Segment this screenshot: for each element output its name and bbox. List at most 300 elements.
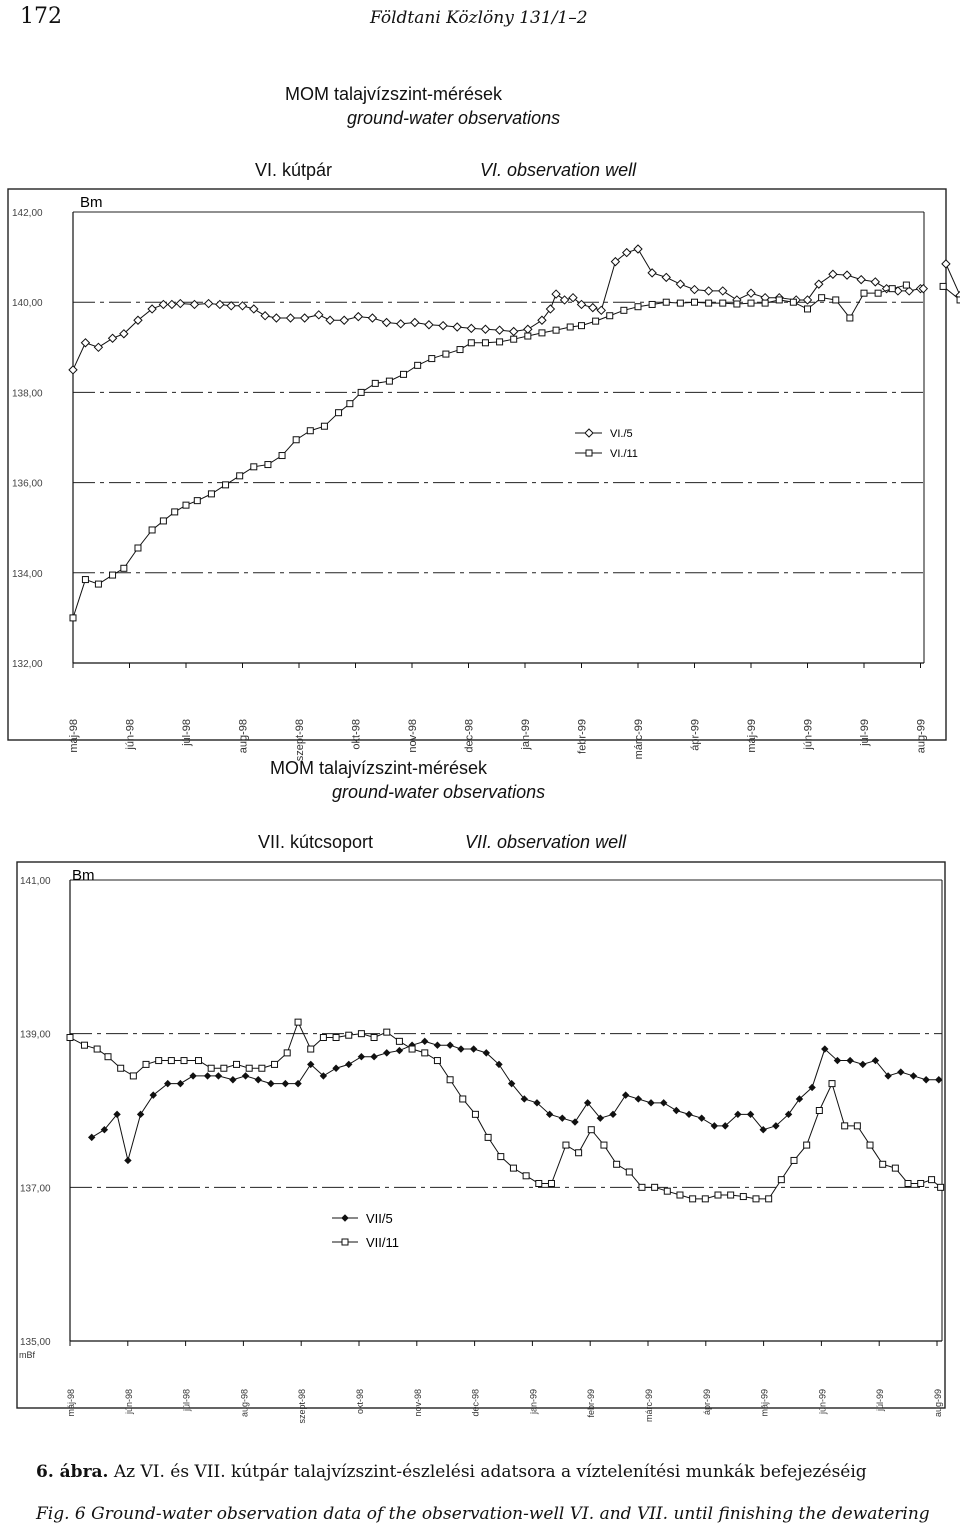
data-point [525, 333, 531, 339]
data-point [720, 300, 726, 306]
data-point [875, 290, 881, 296]
data-point [125, 1157, 131, 1163]
data-point [635, 1096, 641, 1102]
data-point [711, 1123, 717, 1129]
data-point [307, 428, 313, 434]
data-point [842, 1123, 848, 1129]
data-point [246, 1065, 252, 1071]
data-point [898, 1069, 904, 1075]
data-point [82, 577, 88, 583]
data-point [336, 410, 342, 416]
x-tick-label: aug-98 [237, 719, 250, 754]
data-point [923, 1077, 929, 1083]
data-point [434, 1058, 440, 1064]
data-point [251, 464, 257, 470]
data-point [524, 325, 532, 333]
chart1-frame [8, 189, 946, 740]
data-point [230, 1077, 236, 1083]
data-point [692, 299, 698, 305]
data-point [776, 297, 782, 303]
data-point [371, 1035, 377, 1041]
data-point [561, 296, 569, 304]
data-point [205, 1073, 211, 1079]
data-point [747, 289, 755, 297]
data-point [168, 300, 176, 308]
data-point [196, 1058, 202, 1064]
data-point [766, 1196, 772, 1202]
data-point [194, 498, 200, 504]
data-point [705, 287, 713, 295]
x-tick-label: febr-99 [586, 1389, 597, 1418]
data-point [183, 502, 189, 508]
y-tick-label: 132,00 [12, 659, 43, 670]
data-point [272, 314, 280, 322]
data-point [69, 366, 77, 374]
data-point [346, 1032, 352, 1038]
x-tick-label: máj-98 [68, 719, 80, 753]
data-point [662, 273, 670, 281]
figure-caption-hu-label: 6. ábra. [36, 1462, 109, 1482]
data-point [559, 1115, 565, 1121]
data-point [635, 304, 641, 310]
series-line [92, 1041, 939, 1160]
y-tick-label: 142,00 [12, 208, 43, 219]
data-point [176, 300, 184, 308]
figure-caption-en [36, 1504, 930, 1524]
data-point [221, 1065, 227, 1071]
x-tick-label: nov-98 [407, 719, 419, 753]
data-point [536, 1180, 542, 1186]
x-tick-label: márc-99 [644, 1389, 654, 1423]
data-point [843, 271, 851, 279]
figure-caption-hu [36, 1462, 867, 1482]
x-tick-label: dec-98 [470, 1389, 481, 1417]
data-point [648, 1100, 654, 1106]
x-tick-label: aug-99 [915, 719, 928, 754]
data-point [677, 1192, 683, 1198]
data-point [89, 1134, 95, 1140]
y-tick-label: 135,00 [20, 1337, 51, 1348]
data-point [308, 1046, 314, 1052]
chart2-legend-vii5: VII/5 [366, 1211, 393, 1226]
data-point [205, 300, 213, 308]
chart2-frame [17, 862, 945, 1408]
data-point [383, 318, 391, 326]
data-point [938, 1184, 944, 1190]
data-point [790, 299, 796, 305]
x-tick-label: okt-98 [355, 1389, 365, 1415]
x-tick-label: jún-98 [123, 1389, 134, 1415]
data-point [70, 615, 76, 621]
data-point [168, 1058, 174, 1064]
data-point [250, 305, 258, 313]
data-point [686, 1111, 692, 1117]
data-point [734, 301, 740, 307]
data-point [816, 1108, 822, 1114]
data-point [149, 527, 155, 533]
data-point [259, 1065, 265, 1071]
data-point [295, 1081, 301, 1087]
data-point [396, 1038, 402, 1044]
x-tick-label: jan-99 [528, 1389, 539, 1415]
x-tick-label: ápr-99 [701, 1389, 712, 1416]
chart-vi-observation-well [0, 185, 960, 762]
data-point [208, 491, 214, 497]
data-point [857, 276, 865, 284]
data-point [384, 1029, 390, 1035]
data-point [190, 300, 198, 308]
data-point [815, 280, 823, 288]
data-point [190, 1073, 196, 1079]
data-point [498, 1154, 504, 1160]
chart2-title-hu: MOM talajvízszint-mérések [270, 758, 488, 778]
chart1-subtitle-hu: VI. kútpár [255, 160, 333, 180]
data-point [265, 462, 271, 468]
y-tick-label: 138,00 [12, 388, 43, 400]
data-point [719, 287, 727, 295]
data-point [109, 334, 117, 342]
data-point [677, 300, 683, 306]
series-line [73, 249, 923, 370]
chart2-y-unit: mBf [19, 1350, 36, 1360]
data-point [728, 1192, 734, 1198]
data-point [95, 581, 101, 587]
data-point [118, 1065, 124, 1071]
x-tick-label: szept-98 [297, 1389, 308, 1424]
data-point [663, 299, 669, 305]
data-point [691, 286, 699, 294]
data-point [511, 336, 517, 342]
chart1-ylabel: Bm [80, 194, 103, 211]
data-point [110, 572, 116, 578]
data-point [623, 1092, 629, 1098]
data-point [135, 545, 141, 551]
figure-caption-hu-text: Az VI. és VII. kútpár talajvízszint-észlelési adatsora a víztelenítési munkák befejezéséig [108, 1462, 867, 1482]
data-point [854, 1123, 860, 1129]
y-tick-label: 137,00 [20, 1183, 51, 1195]
data-point [715, 1192, 721, 1198]
data-point [429, 356, 435, 362]
chart2-legend [332, 1211, 399, 1250]
data-point [614, 1161, 620, 1167]
data-point [889, 286, 895, 292]
data-point [548, 1180, 554, 1186]
page-number: 172 [20, 4, 62, 29]
x-tick-label: máj-99 [746, 719, 758, 753]
x-tick-label: aug-99 [933, 1389, 943, 1418]
chart2-subtitle-hu: VII. kútcsoport [258, 832, 374, 852]
data-point [860, 1061, 866, 1067]
chart1-legend [575, 428, 638, 460]
data-point [409, 1046, 415, 1052]
x-tick-label: szept-98 [294, 719, 306, 762]
x-tick-label: jan-99 [520, 719, 532, 750]
data-point [94, 1046, 100, 1052]
data-point [481, 325, 489, 333]
data-point [546, 305, 554, 313]
data-point [216, 300, 224, 308]
data-point [699, 1115, 705, 1121]
data-point [748, 300, 754, 306]
data-point [552, 290, 560, 298]
chart1-legend-vi5: VI./5 [610, 428, 633, 440]
x-tick-label: jún-99 [817, 1389, 828, 1415]
x-tick-label: dec-98 [463, 719, 476, 753]
data-point [496, 326, 504, 334]
data-point [172, 509, 178, 515]
chart1-subtitle-en: VI. observation well [480, 160, 637, 180]
data-point [422, 1050, 428, 1056]
data-point [471, 1046, 477, 1052]
data-point [762, 300, 768, 306]
data-point [791, 1157, 797, 1163]
data-point [942, 260, 950, 268]
chart2-subtitle-en: VII. observation well [465, 832, 627, 852]
x-tick-label: okt-98 [350, 719, 363, 750]
data-point [589, 304, 597, 312]
data-point [497, 339, 503, 345]
data-point [301, 314, 309, 322]
chart2-ylabel: Bm [72, 867, 95, 884]
data-point [572, 1119, 578, 1125]
data-point [538, 316, 546, 324]
x-tick-label: febr-99 [576, 719, 589, 754]
data-point [284, 1050, 290, 1056]
data-point [847, 315, 853, 321]
data-point [634, 245, 642, 253]
x-tick-label: júl-98 [181, 719, 193, 746]
data-point [143, 1061, 149, 1067]
data-point [626, 1169, 632, 1175]
data-point [215, 1073, 221, 1079]
data-point [223, 482, 229, 488]
data-point [579, 323, 585, 329]
data-point [447, 1042, 453, 1048]
data-point [434, 1042, 440, 1048]
chart2-title-en: ground-water observations [332, 782, 546, 802]
data-point [243, 1073, 249, 1079]
x-tick-label: júl-98 [181, 1389, 192, 1412]
data-point [368, 314, 376, 322]
data-point [593, 318, 599, 324]
data-point [673, 1108, 679, 1114]
x-tick-label: júl-99 [875, 1389, 886, 1412]
data-point [156, 1058, 162, 1064]
data-point [510, 328, 518, 336]
x-tick-label: aug-98 [239, 1389, 250, 1418]
data-point [936, 1077, 942, 1083]
data-point [706, 300, 712, 306]
y-tick-label: 140,00 [12, 298, 43, 310]
data-point [439, 322, 447, 330]
data-point [905, 1180, 911, 1186]
data-point [567, 324, 573, 330]
y-tick-label: 139,00 [20, 1029, 51, 1041]
data-point [482, 340, 488, 346]
data-point [563, 1142, 569, 1148]
data-point [81, 1042, 87, 1048]
data-point [354, 313, 362, 321]
data-point [661, 1100, 667, 1106]
data-point [315, 311, 323, 319]
chart1-title-en: ground-water observations [347, 108, 561, 128]
data-point [208, 1065, 214, 1071]
data-point [510, 1165, 516, 1171]
data-point [819, 295, 825, 301]
data-point [347, 401, 353, 407]
data-point [358, 1031, 364, 1037]
data-point [272, 1061, 278, 1067]
data-point [871, 278, 879, 286]
data-point [805, 306, 811, 312]
x-tick-label: jún-98 [124, 719, 137, 750]
data-point [340, 316, 348, 324]
data-point [227, 302, 235, 310]
data-point [422, 1038, 428, 1044]
data-point [468, 340, 474, 346]
data-point [396, 1048, 402, 1054]
data-point [467, 324, 475, 332]
x-tick-label: ápr-99 [689, 719, 702, 751]
x-tick-label: júl-99 [859, 719, 871, 746]
data-point [81, 339, 89, 347]
data-point [320, 1035, 326, 1041]
data-point [279, 453, 285, 459]
data-point [411, 318, 419, 326]
x-tick-label: nov-98 [412, 1389, 423, 1417]
data-point [268, 1081, 274, 1087]
series-line [70, 1022, 941, 1199]
x-tick-label: máj-99 [759, 1389, 770, 1417]
data-point [358, 1054, 364, 1060]
chart1-title-hu: MOM talajvízszint-mérések [285, 84, 503, 104]
journal-title: Földtani Közlöny 131/1–2 [370, 8, 588, 28]
data-point [861, 290, 867, 296]
data-point [261, 312, 269, 320]
data-point [358, 389, 364, 395]
data-point [372, 380, 378, 386]
data-point [847, 1058, 853, 1064]
data-point [371, 1054, 377, 1060]
chart2-legend-vii11: VII/11 [366, 1235, 400, 1250]
data-point [458, 1046, 464, 1052]
data-point [401, 371, 407, 377]
data-point [453, 323, 461, 331]
data-point [601, 1142, 607, 1148]
data-point [621, 307, 627, 313]
data-point [553, 327, 559, 333]
data-point [576, 1150, 582, 1156]
data-point [234, 1061, 240, 1067]
x-tick-label: márc-99 [633, 719, 645, 760]
data-point [523, 1173, 529, 1179]
data-point [485, 1134, 491, 1140]
data-point [94, 343, 102, 351]
data-point [159, 300, 167, 308]
y-tick-label: 141,00 [20, 876, 51, 887]
data-point [639, 1184, 645, 1190]
data-point [282, 1081, 288, 1087]
data-point [460, 1096, 466, 1102]
data-point [829, 1081, 835, 1087]
data-point [829, 270, 837, 278]
data-point [239, 302, 247, 310]
data-point [295, 1019, 301, 1025]
data-point [648, 269, 656, 277]
x-tick-label: máj-98 [66, 1389, 76, 1417]
data-point [177, 1081, 183, 1087]
data-point [425, 321, 433, 329]
data-point [676, 280, 684, 288]
data-point [138, 1111, 144, 1117]
data-point [333, 1065, 339, 1071]
data-point [386, 378, 392, 384]
data-point [457, 347, 463, 353]
figure-caption-en-text: Ground-water observation data of the observation-well VI. and VII. until finishing the dewatering [85, 1504, 930, 1524]
data-point [321, 423, 327, 429]
data-point [753, 1196, 759, 1202]
data-point [326, 316, 334, 324]
series-line [73, 285, 906, 618]
y-tick-label: 134,00 [12, 568, 43, 580]
data-point [255, 1077, 261, 1083]
data-point [597, 306, 605, 314]
data-point [287, 314, 295, 322]
data-point [804, 1142, 810, 1148]
data-point [649, 301, 655, 307]
data-point [833, 297, 839, 303]
data-point [237, 473, 243, 479]
data-point [447, 1077, 453, 1083]
data-point [804, 296, 812, 304]
figure-caption-en-label: Fig. 6 [36, 1504, 86, 1524]
data-point [293, 437, 299, 443]
data-point [778, 1177, 784, 1183]
data-point [910, 1073, 916, 1079]
chart-vii-observation-well [0, 856, 960, 1424]
data-point [588, 1127, 594, 1133]
x-tick-label: jún-99 [802, 719, 815, 750]
data-point [333, 1035, 339, 1041]
data-point [880, 1161, 886, 1167]
data-point [610, 1111, 616, 1117]
data-point [652, 1184, 658, 1190]
data-point [690, 1196, 696, 1202]
data-point [67, 1035, 73, 1041]
data-point [415, 362, 421, 368]
data-point [384, 1050, 390, 1056]
data-point [929, 1177, 935, 1183]
data-point [940, 283, 946, 289]
data-point [892, 1165, 898, 1171]
data-point [607, 313, 613, 319]
data-point [397, 320, 405, 328]
data-point [903, 282, 909, 288]
chart1-legend-vi11: VI./11 [610, 448, 638, 460]
data-point [918, 1180, 924, 1186]
data-point [539, 330, 545, 336]
y-tick-label: 136,00 [12, 478, 43, 490]
data-point [130, 1073, 136, 1079]
data-point [702, 1196, 708, 1202]
data-point [664, 1188, 670, 1194]
data-point [346, 1061, 352, 1067]
data-point [181, 1058, 187, 1064]
data-point [443, 351, 449, 357]
data-point [121, 565, 127, 571]
data-point [867, 1142, 873, 1148]
data-point [105, 1054, 111, 1060]
